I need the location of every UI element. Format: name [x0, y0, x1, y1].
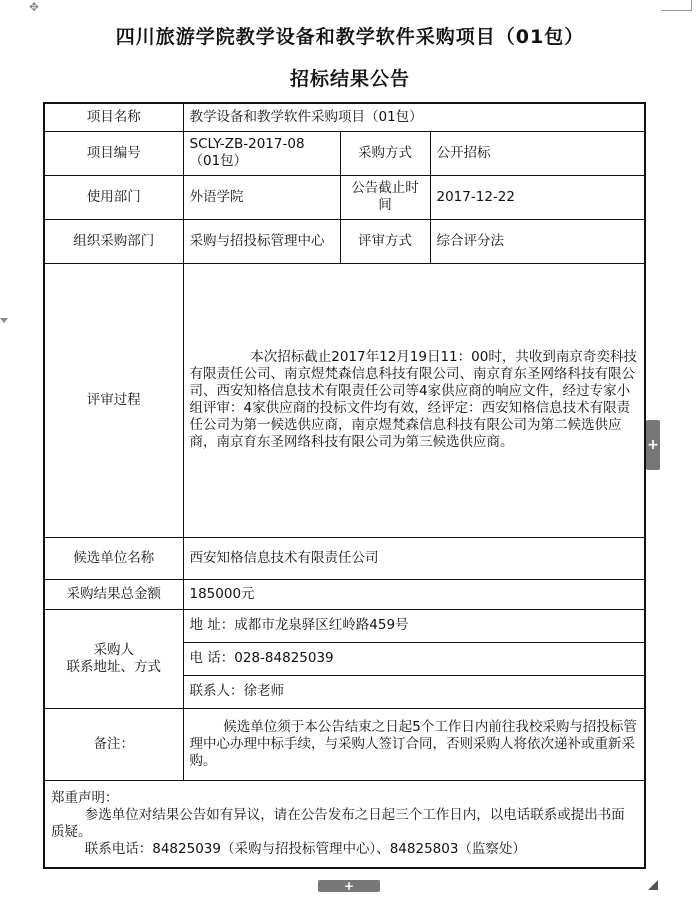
review-process-label: 评审过程 — [44, 263, 183, 537]
project-name-label: 项目名称 — [44, 103, 183, 131]
statement-phone: 联系电话：84825039（采购与招投标管理中心）、84825803（监察处） — [84, 840, 526, 857]
project-no-value: SCLY-ZB-2017-08（01包） — [183, 131, 340, 175]
document-title: 四川旅游学院教学设备和教学软件采购项目（01包） — [115, 26, 585, 48]
table-expand-button[interactable]: + — [646, 420, 660, 470]
table-resize-icon[interactable] — [648, 880, 658, 890]
table-row — [44, 537, 645, 579]
review-process-text: 本次招标截止2017年12月19日11：00时，共收到南京奇奕科技有限责任公司、南京煜梵森信息科技有限公司、南京育东圣网络科技有限公司、西安知格信息技术有限责任公司等4家供应商的响应文件，经过专家小组评审：4家供应商的投标文件均有效，经评定：西安知格信息技术有限责任公司为第一候选供应商，南京煜梵森信息科技有限公司为第二候选供应商，南京育东圣网络科技有限公司为第三候选供应商。 — [183, 263, 645, 537]
department-label: 使用部门 — [44, 175, 183, 219]
purchaser-phone: 电 话：028-84825039 — [183, 642, 645, 675]
table-row — [44, 579, 645, 609]
procurement-method-label: 采购方式 — [340, 131, 430, 175]
review-method-value: 综合评分法 — [430, 219, 645, 263]
organizer-value: 采购与招投标管理中心 — [183, 219, 340, 263]
document-subtitle: 招标结果公告 — [289, 68, 410, 90]
ruler-marker-icon — [0, 318, 8, 323]
procurement-method-value: 公开招标 — [430, 131, 645, 175]
deadline-value: 2017-12-22 — [430, 175, 645, 219]
remarks-text: 候选单位须于本公告结束之日起5个工作日内前往我校采购与招投标管理中心办理中标手续，与采购人签订合同，否则采购人将依次递补或重新采购。 — [183, 708, 645, 780]
review-method-label: 评审方式 — [340, 219, 430, 263]
table-row — [44, 780, 645, 868]
table-row — [44, 175, 645, 219]
project-no-label: 项目编号 — [44, 131, 183, 175]
table-row — [44, 219, 645, 263]
amount-value: 185000元 — [183, 579, 645, 609]
amount-label: 采购结果总金额 — [44, 579, 183, 609]
purchaser-label-line1: 采购人 — [93, 641, 134, 658]
table-row — [44, 263, 645, 537]
candidate-label: 候选单位名称 — [44, 537, 183, 579]
remarks-label: 备注： — [44, 708, 183, 780]
project-name-value: 教学设备和教学软件采购项目（01包） — [183, 103, 645, 131]
table-move-handle-icon[interactable]: ✥ — [28, 0, 40, 14]
organizer-label: 组织采购部门 — [44, 219, 183, 263]
statement-cell — [44, 780, 645, 868]
add-row-button[interactable]: + — [318, 880, 380, 892]
table-row — [44, 103, 645, 131]
purchaser-label-line2: 联系地址、方式 — [66, 658, 161, 675]
purchaser-address: 地 址：成都市龙泉驿区红岭路459号 — [183, 609, 645, 642]
page-corner-mark — [661, 0, 692, 11]
candidate-value: 西安知格信息技术有限责任公司 — [183, 537, 645, 579]
table-row — [44, 708, 645, 780]
statement-body: 参选单位对结果公告如有异议，请在公告发布之日起三个工作日内，以电话联系或提出书面质疑。 — [51, 806, 625, 840]
statement-heading: 郑重声明： — [51, 789, 119, 806]
deadline-label: 公告截止时间 — [340, 175, 430, 219]
table-row — [44, 609, 645, 642]
purchaser-contact: 联系人：徐老师 — [183, 675, 645, 708]
department-value: 外语学院 — [183, 175, 340, 219]
results-table — [43, 102, 646, 869]
table-row — [44, 131, 645, 175]
purchaser-label — [44, 609, 183, 708]
